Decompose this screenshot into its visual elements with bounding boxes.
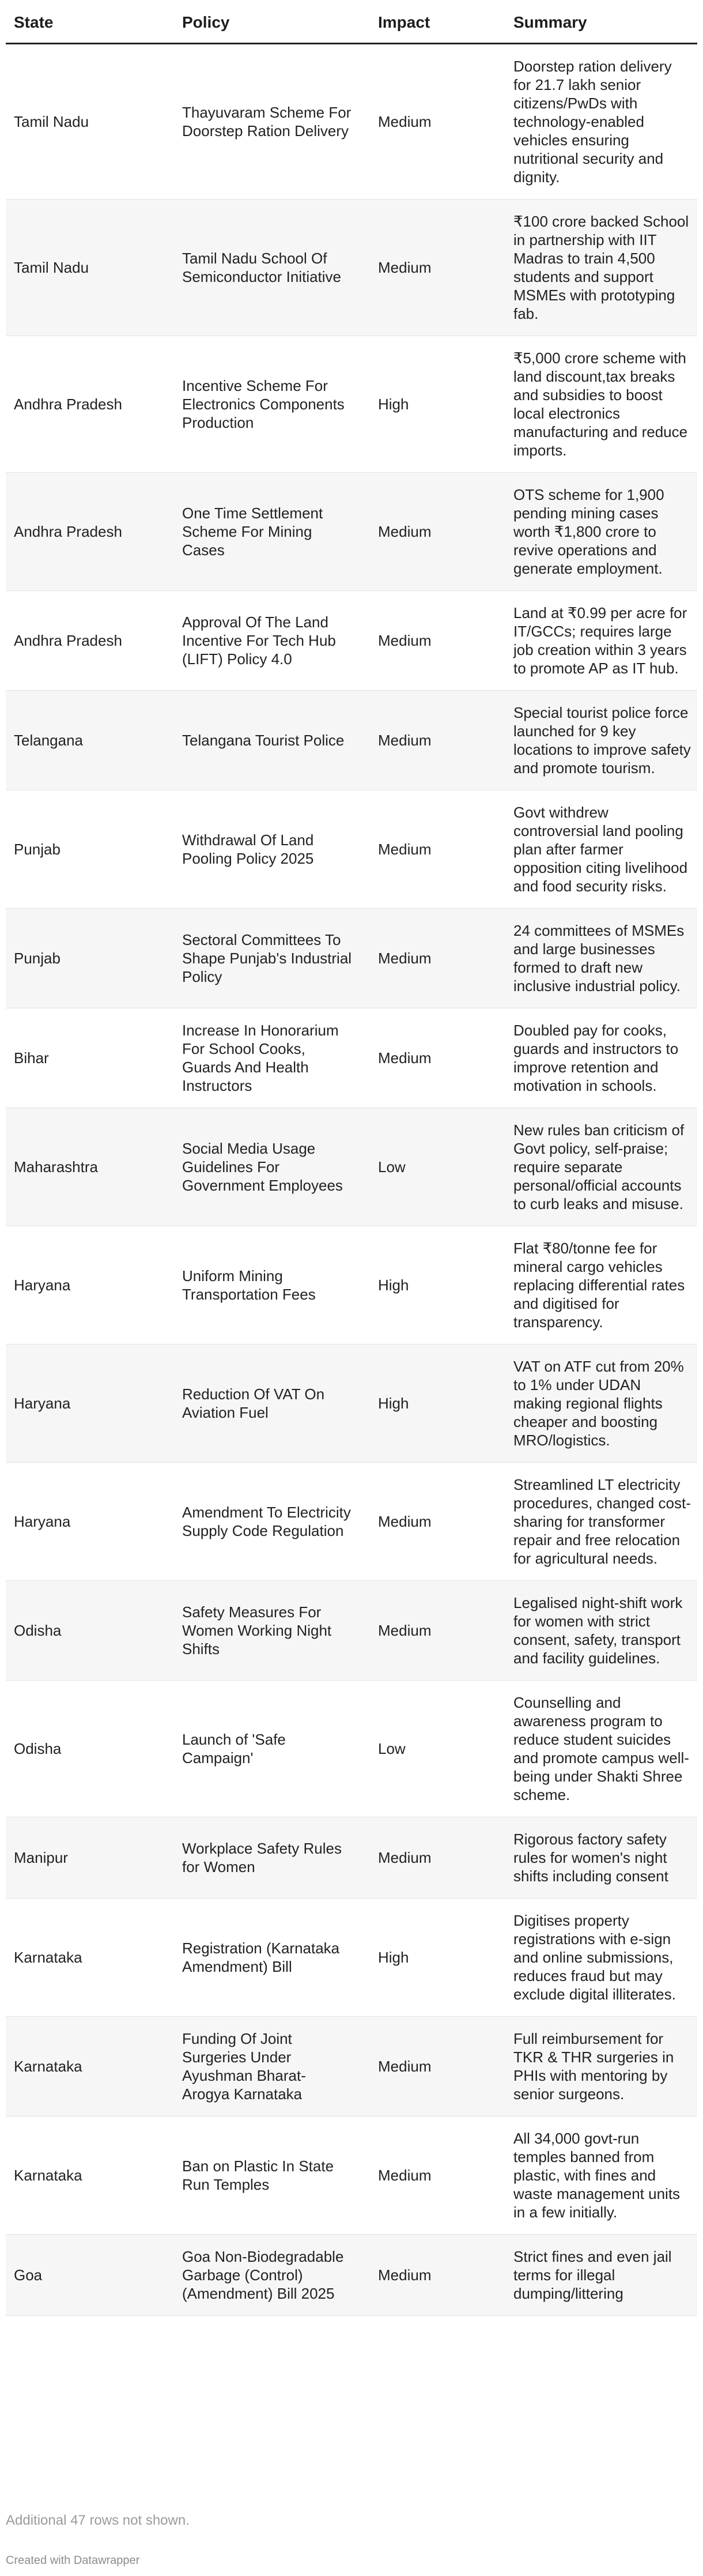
impact-cell: Medium [370, 909, 505, 1008]
header-impact[interactable]: Impact [370, 13, 505, 44]
table-row [6, 2235, 697, 2316]
state-cell: Haryana [6, 1345, 174, 1463]
state-cell: Goa [6, 2235, 174, 2316]
state-cell: Telangana [6, 691, 174, 790]
impact-cell: Medium [370, 2017, 505, 2116]
impact-cell: High [370, 336, 505, 473]
table-row [6, 1345, 697, 1463]
table-row [6, 1008, 697, 1108]
state-cell: Punjab [6, 909, 174, 1008]
header-summary[interactable]: Summary [505, 13, 697, 44]
impact-cell: Low [370, 1681, 505, 1817]
table-row [6, 199, 697, 336]
table-row [6, 1108, 697, 1226]
header-state[interactable]: State [6, 13, 174, 44]
table-row [6, 1463, 697, 1581]
summary-cell: Govt withdrew controversial land pooling plan after farmer opposition citing livelihood and food security risks. [505, 790, 697, 909]
summary-cell: Legalised night-shift work for women with strict consent, safety, transport and facility guidelines. [505, 1581, 697, 1681]
summary-cell: Full reimbursement for TKR & THR surgeries in PHIs with mentoring by senior surgeons. [505, 2017, 697, 2116]
state-cell: Tamil Nadu [6, 44, 174, 199]
summary-cell: 24 committees of MSMEs and large businesses formed to draft new inclusive industrial policy. [505, 909, 697, 1008]
state-cell: Karnataka [6, 2116, 174, 2235]
impact-cell: Medium [370, 691, 505, 790]
table-row [6, 2116, 697, 2235]
policy-cell: Withdrawal Of Land Pooling Policy 2025 [174, 790, 370, 909]
policy-cell: Social Media Usage Guidelines For Government Employees [174, 1108, 370, 1226]
impact-cell: Medium [370, 2116, 505, 2235]
policy-cell: Uniform Mining Transportation Fees [174, 1226, 370, 1345]
summary-cell: All 34,000 govt-run temples banned from plastic, with fines and waste management units in a few initially. [505, 2116, 697, 2235]
impact-cell: Medium [370, 199, 505, 336]
policy-cell: Telangana Tourist Police [174, 691, 370, 790]
table-row [6, 591, 697, 691]
impact-cell: High [370, 1345, 505, 1463]
policy-cell: Approval Of The Land Incentive For Tech Hub (LIFT) Policy 4.0 [174, 591, 370, 691]
state-cell: Tamil Nadu [6, 199, 174, 336]
policy-cell: Sectoral Committees To Shape Punjab's Industrial Policy [174, 909, 370, 1008]
summary-cell: Streamlined LT electricity procedures, changed cost-sharing for transformer repair and free relocation for agricultural needs. [505, 1463, 697, 1581]
table-row [6, 2017, 697, 2116]
table-row [6, 691, 697, 790]
summary-cell: Special tourist police force launched for 9 key locations to improve safety and promote tourism. [505, 691, 697, 790]
policy-cell: Tamil Nadu School Of Semiconductor Initiative [174, 199, 370, 336]
table-row [6, 1817, 697, 1899]
summary-cell: Land at ₹0.99 per acre for IT/GCCs; requires large job creation within 3 years to promote AP as IT hub. [505, 591, 697, 691]
state-cell: Andhra Pradesh [6, 336, 174, 473]
table-row [6, 473, 697, 591]
table-row [6, 1581, 697, 1681]
policy-table-container [6, 13, 697, 2316]
rows-not-shown-note: Additional 47 rows not shown. [6, 2513, 190, 2528]
summary-cell: ₹100 crore backed School in partnership with IIT Madras to train 4,500 students and support MSMEs with prototyping fab. [505, 199, 697, 336]
header-row [6, 13, 697, 44]
policy-cell: Increase In Honorarium For School Cooks, Guards And Health Instructors [174, 1008, 370, 1108]
policy-cell: Workplace Safety Rules for Women [174, 1817, 370, 1899]
policy-cell: Incentive Scheme For Electronics Components Production [174, 336, 370, 473]
summary-cell: Strict fines and even jail terms for illegal dumping/littering [505, 2235, 697, 2316]
table-row [6, 336, 697, 473]
table-row [6, 1226, 697, 1345]
policy-cell: Registration (Karnataka Amendment) Bill [174, 1899, 370, 2017]
impact-cell: Medium [370, 1581, 505, 1681]
state-cell: Odisha [6, 1681, 174, 1817]
policy-cell: Launch of 'Safe Campaign' [174, 1681, 370, 1817]
summary-cell: VAT on ATF cut from 20% to 1% under UDAN making regional flights cheaper and boosting MRO/logistics. [505, 1345, 697, 1463]
impact-cell: High [370, 1226, 505, 1345]
impact-cell: Medium [370, 1008, 505, 1108]
table-row [6, 790, 697, 909]
table-header [6, 13, 697, 44]
summary-cell: Rigorous factory safety rules for women's night shifts including consent [505, 1817, 697, 1899]
state-cell: Maharashtra [6, 1108, 174, 1226]
policy-cell: Reduction Of VAT On Aviation Fuel [174, 1345, 370, 1463]
impact-cell: Medium [370, 790, 505, 909]
impact-cell: Medium [370, 44, 505, 199]
state-cell: Karnataka [6, 2017, 174, 2116]
state-cell: Karnataka [6, 1899, 174, 2017]
state-cell: Haryana [6, 1226, 174, 1345]
summary-cell: Counselling and awareness program to reduce student suicides and promote campus well-being under Shakti Shree scheme. [505, 1681, 697, 1817]
summary-cell: Flat ₹80/tonne fee for mineral cargo vehicles replacing differential rates and digitised for transparency. [505, 1226, 697, 1345]
state-cell: Andhra Pradesh [6, 591, 174, 691]
impact-cell: High [370, 1899, 505, 2017]
header-policy[interactable]: Policy [174, 13, 370, 44]
state-cell: Haryana [6, 1463, 174, 1581]
state-cell: Manipur [6, 1817, 174, 1899]
impact-cell: Medium [370, 1463, 505, 1581]
datawrapper-credit[interactable]: Created with Datawrapper [6, 2554, 140, 2567]
impact-cell: Low [370, 1108, 505, 1226]
summary-cell: New rules ban criticism of Govt policy, self-praise; require separate personal/official accounts to curb leaks and misuse. [505, 1108, 697, 1226]
table-row [6, 44, 697, 199]
state-cell: Bihar [6, 1008, 174, 1108]
summary-cell: Doubled pay for cooks, guards and instructors to improve retention and motivation in schools. [505, 1008, 697, 1108]
summary-cell: Doorstep ration delivery for 21.7 lakh senior citizens/PwDs with technology-enabled vehicles ensuring nutritional security and dignity. [505, 44, 697, 199]
impact-cell: Medium [370, 2235, 505, 2316]
policy-cell: Thayuvaram Scheme For Doorstep Ration Delivery [174, 44, 370, 199]
table-row [6, 1899, 697, 2017]
summary-cell: ₹5,000 crore scheme with land discount,tax breaks and subsidies to boost local electronics manufacturing and reduce imports. [505, 336, 697, 473]
state-cell: Punjab [6, 790, 174, 909]
policy-cell: Amendment To Electricity Supply Code Regulation [174, 1463, 370, 1581]
policy-cell: One Time Settlement Scheme For Mining Cases [174, 473, 370, 591]
policy-cell: Goa Non-Biodegradable Garbage (Control) (Amendment) Bill 2025 [174, 2235, 370, 2316]
policy-cell: Safety Measures For Women Working Night Shifts [174, 1581, 370, 1681]
policy-cell: Ban on Plastic In State Run Temples [174, 2116, 370, 2235]
summary-cell: Digitises property registrations with e-sign and online submissions, reduces fraud but may exclude digital illiterates. [505, 1899, 697, 2017]
policy-table [6, 13, 697, 2316]
summary-cell: OTS scheme for 1,900 pending mining cases worth ₹1,800 crore to revive operations and generate employment. [505, 473, 697, 591]
impact-cell: Medium [370, 591, 505, 691]
impact-cell: Medium [370, 473, 505, 591]
table-body [6, 44, 697, 2316]
impact-cell: Medium [370, 1817, 505, 1899]
state-cell: Andhra Pradesh [6, 473, 174, 591]
table-row [6, 1681, 697, 1817]
table-row [6, 909, 697, 1008]
policy-cell: Funding Of Joint Surgeries Under Ayushman Bharat-Arogya Karnataka [174, 2017, 370, 2116]
state-cell: Odisha [6, 1581, 174, 1681]
